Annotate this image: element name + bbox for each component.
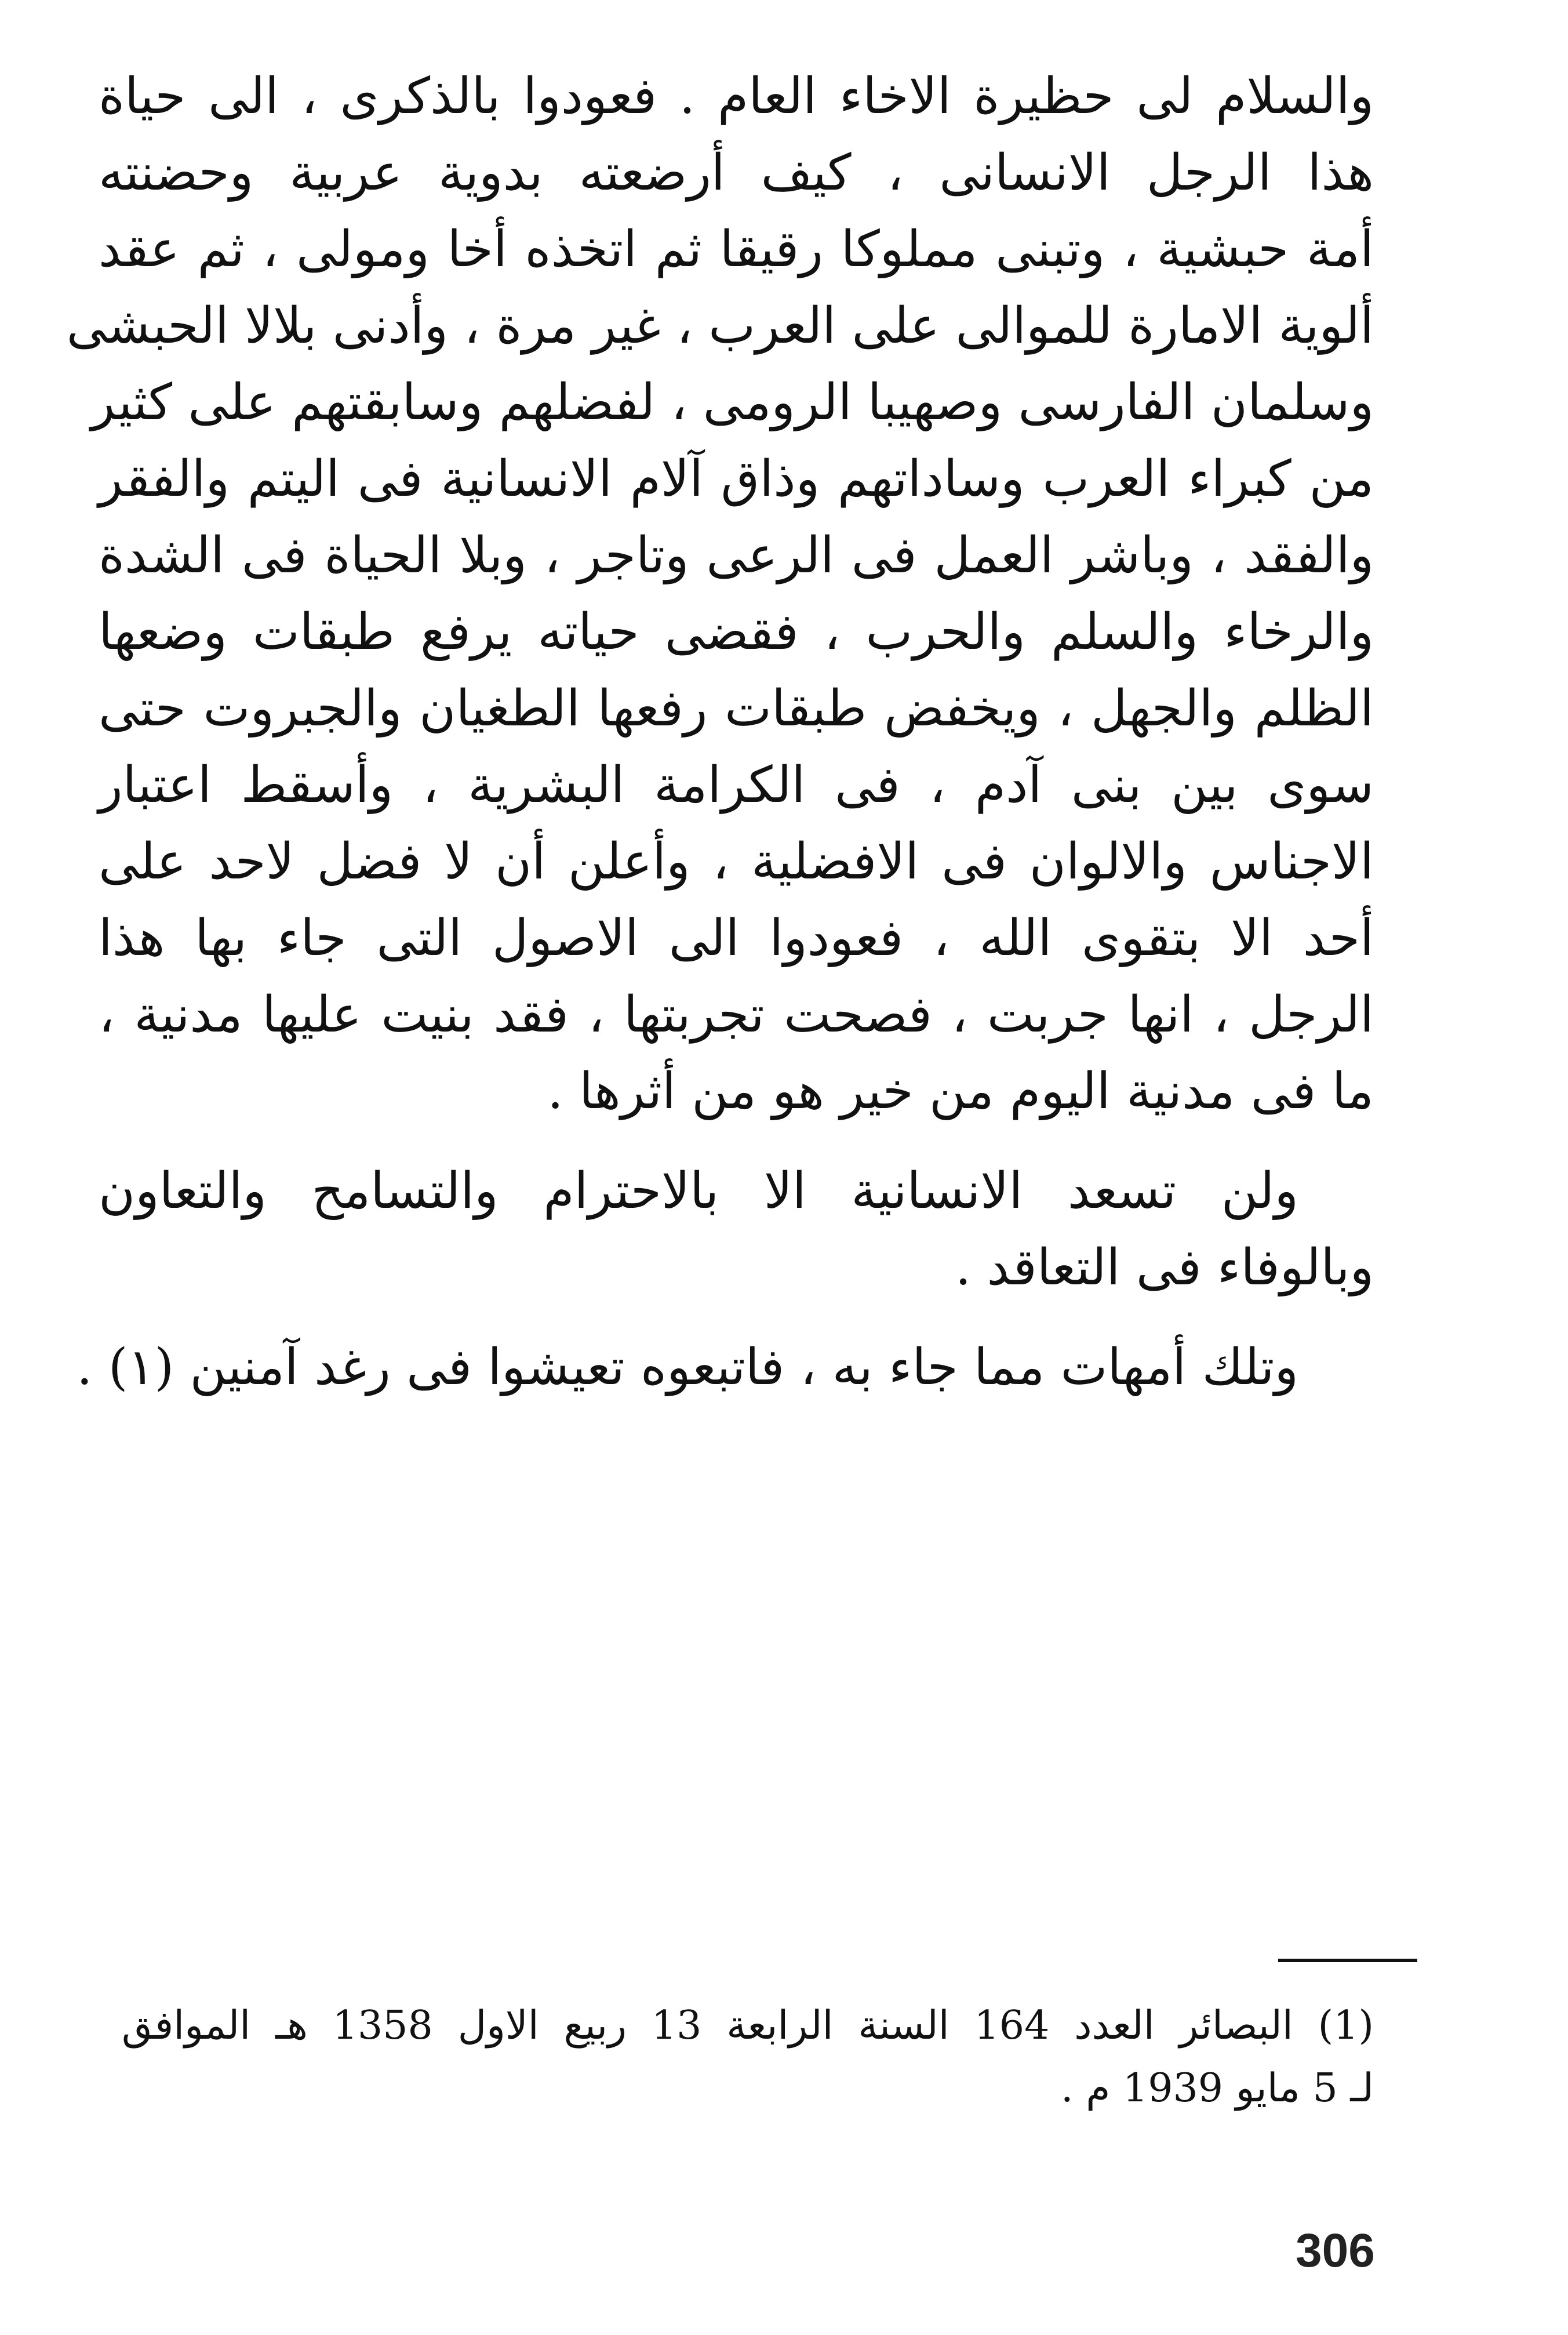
text-line: ولن تسعد الانسانية الا بالاحترام والتسامح والتعاون	[99, 1162, 1298, 1220]
footnote-divider	[1278, 1959, 1417, 1962]
text-line: أمة حبشية ، وتبنى مملوكا رقيقا ثم اتخذه أخا ومولى ، ثم عقد	[99, 220, 1374, 278]
footnote	[122, 1995, 1374, 2120]
text-line: والرخاء والسلم والحرب ، فقضى حياته يرفع طبقات وضعها	[99, 603, 1374, 661]
text-line: والسلام لى حظيرة الاخاء العام . فعودوا بالذكرى ، الى حياة	[99, 67, 1374, 125]
footnote-line: لـ 5 مايو 1939 م .	[1061, 2065, 1374, 2111]
text-line: الرجل ، انها جربت ، فصحت تجربتها ، فقد بنيت عليها مدنية ،	[99, 986, 1374, 1044]
text-line: أحد الا بتقوى الله ، فعودوا الى الاصول التى جاء بها هذا	[99, 909, 1374, 967]
text-line: ما فى مدنية اليوم من خير هو من أثرها .	[547, 1062, 1374, 1120]
paragraph-1	[66, 58, 1374, 1130]
text-line: والفقد ، وباشر العمل فى الرعى وتاجر ، وبلا الحياة فى الشدة	[99, 526, 1374, 584]
text-line: ألوية الامارة للموالى على العرب ، غير مرة ، وأدنى بلالا الحبشى	[66, 297, 1374, 355]
footnote-line: (1) البصائر العدد 164 السنة الرابعة 13 ربيع الاول 1358 هـ الموافق	[122, 2003, 1374, 2049]
text-line: سوى بين بنى آدم ، فى الكرامة البشرية ، وأسقط اعتبار	[99, 756, 1374, 814]
text-line: الظلم والجهل ، ويخفض طبقات رفعها الطغيان والجبروت حتى	[99, 680, 1374, 738]
text-line: الاجناس والالوان فى الافضلية ، وأعلن أن لا فضل لاحد على	[99, 833, 1374, 891]
text-line: هذا الرجل الانسانى ، كيف أرضعته بدوية عربية وحضنته	[99, 144, 1374, 202]
main-text	[66, 58, 1374, 1406]
text-line: وسلمان الفارسى وصهيبا الرومى ، لفضلهم وسابقتهم على كثير	[90, 373, 1374, 431]
paragraph-2	[99, 1153, 1374, 1306]
text-line: وتلك أمهات مما جاء به ، فاتبعوه تعيشوا فى رغد آمنين (١) .	[77, 1338, 1298, 1396]
paragraph-3	[77, 1329, 1374, 1406]
page-number: 306	[1296, 2224, 1375, 2277]
text-line: وبالوفاء فى التعاقد .	[955, 1239, 1374, 1297]
text-line: من كبراء العرب وساداتهم وذاق آلام الانسانية فى اليتم والفقر	[99, 450, 1374, 508]
